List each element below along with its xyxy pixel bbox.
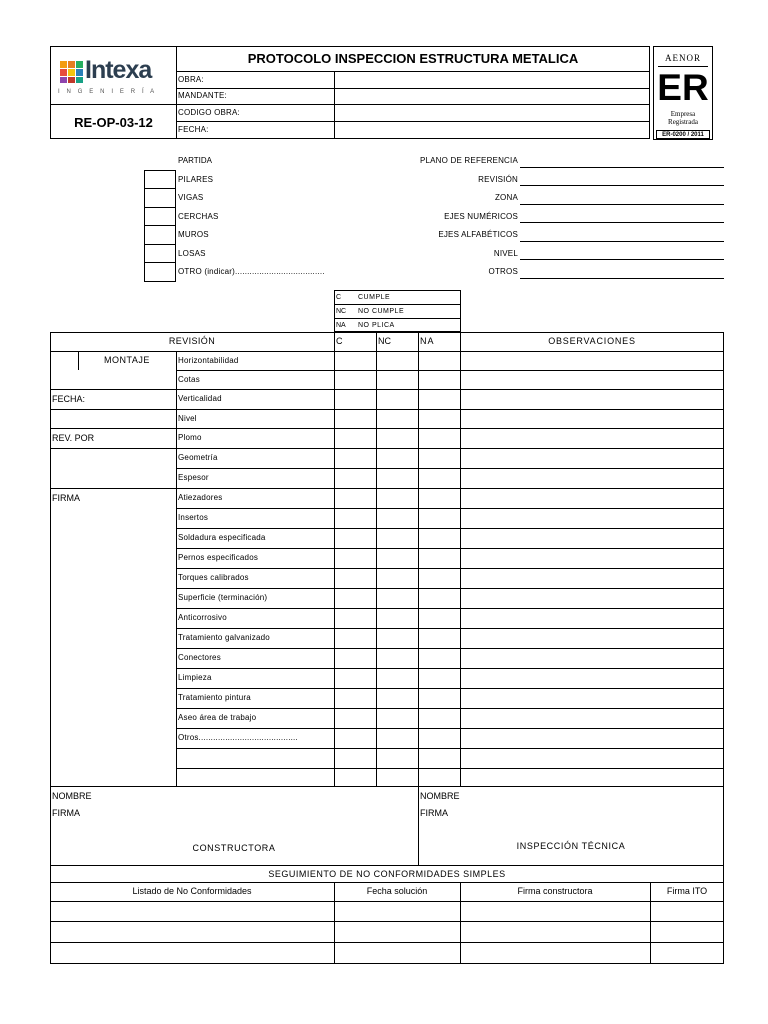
left-fecha: FECHA: — [52, 394, 86, 404]
referencia-line[interactable] — [520, 204, 724, 205]
seguimiento-row[interactable] — [51, 922, 723, 942]
revision-item: Insertos — [178, 513, 209, 522]
referencia-item: EJES ALFABÉTICOS — [438, 230, 518, 239]
field-codigo-obra-value[interactable] — [335, 105, 649, 121]
partida-item: MUROS — [178, 230, 209, 239]
revision-item: Horizontabilidad — [178, 356, 239, 365]
logo-subtitle: I N G E N I E R Í A — [58, 89, 157, 95]
left-firma: FIRMA — [52, 493, 80, 503]
header-c: C — [336, 336, 343, 346]
partida-item: OTRO (indicar)..................................... — [178, 267, 325, 276]
checkbox-muros[interactable] — [145, 226, 175, 244]
logo-brand: Intexa — [85, 56, 152, 84]
legend-label: NO CUMPLE — [358, 308, 405, 315]
referencia-item: REVISIÓN — [478, 175, 518, 184]
seguimiento-col: Firma constructora — [517, 886, 593, 896]
referencia-heading: PLANO DE REFERENCIA — [419, 156, 518, 165]
form-title: PROTOCOLO INSPECCION ESTRUCTURA METALICA — [247, 51, 579, 66]
referencia-line[interactable] — [520, 185, 724, 186]
referencia-item: NIVEL — [493, 249, 518, 258]
sig-left-label: CONSTRUCTORA — [192, 843, 276, 853]
cert-line2: Registrada — [668, 118, 698, 126]
field-fecha: FECHA: — [178, 125, 209, 134]
header-observaciones: OBSERVACIONES — [548, 336, 636, 346]
cert-line1: Empresa — [670, 110, 696, 118]
seguimiento-col: Fecha solución — [366, 886, 428, 896]
left-montaje: MONTAJE — [104, 355, 150, 365]
revision-item: Limpieza — [178, 673, 212, 682]
sig-right-label: INSPECCIÓN TÉCNICA — [516, 841, 626, 851]
sig-right-nombre: NOMBRE — [420, 791, 460, 801]
cert-er-logo-icon: ER — [657, 67, 709, 108]
revision-item: Atiezadores — [178, 493, 223, 502]
field-fecha-value[interactable] — [335, 122, 649, 138]
sig-right-firma: FIRMA — [420, 808, 448, 818]
checkbox-otro[interactable] — [145, 263, 175, 281]
seguimiento-row[interactable] — [51, 943, 723, 963]
header-nc: NC — [378, 336, 391, 346]
sig-left-firma: FIRMA — [52, 808, 80, 818]
revision-item: Torques calibrados — [178, 573, 249, 582]
revision-item: Superficie (terminación) — [178, 593, 268, 602]
sig-right-area[interactable] — [466, 788, 722, 828]
revision-item: Plomo — [178, 433, 202, 442]
revision-item: Conectores — [178, 653, 221, 662]
partida-item: VIGAS — [178, 193, 204, 202]
sig-left-nombre: NOMBRE — [52, 791, 92, 801]
checkbox-pilares[interactable] — [145, 171, 175, 188]
referencia-line[interactable] — [520, 222, 724, 223]
sig-left-area[interactable] — [98, 788, 416, 828]
checkbox-cerchas[interactable] — [145, 208, 175, 225]
revision-item: Otros......................................... — [178, 733, 298, 742]
checkbox-losas[interactable] — [145, 245, 175, 262]
cert-org: AENOR — [665, 53, 701, 63]
check-cells-na[interactable] — [419, 352, 460, 786]
cert-number: ER-0200 / 2011 — [662, 132, 704, 138]
checkbox-vigas[interactable] — [145, 189, 175, 207]
legend-label: NO PLICA — [358, 322, 395, 329]
referencia-item: EJES NUMÉRICOS — [444, 212, 518, 221]
field-obra: OBRA: — [178, 75, 204, 84]
revision-item: Tratamiento galvanizado — [178, 633, 270, 642]
seguimiento-row[interactable] — [51, 902, 723, 921]
referencia-item: ZONA — [494, 193, 518, 202]
aenor-certification — [653, 46, 713, 140]
legend-code: NC — [336, 308, 347, 315]
form-code: RE-OP-03-12 — [74, 115, 153, 130]
seguimiento-title: SEGUIMIENTO DE NO CONFORMIDADES SIMPLES — [268, 869, 506, 879]
field-mandante: MANDANTE: — [178, 91, 227, 100]
referencia-line[interactable] — [520, 167, 724, 168]
referencia-line[interactable] — [520, 278, 724, 279]
field-mandante-value[interactable] — [335, 89, 649, 104]
revision-item: Espesor — [178, 473, 209, 482]
logo-squares-icon — [60, 61, 84, 83]
partida-heading: PARTIDA — [178, 156, 212, 165]
seguimiento-col: Listado de No Conformidades — [132, 886, 252, 896]
legend-code: C — [336, 294, 342, 301]
check-cells-nc[interactable] — [377, 352, 418, 786]
revision-item: Anticorrosivo — [178, 613, 227, 622]
observaciones-cells[interactable] — [461, 352, 723, 786]
field-codigo-obra: CODIGO OBRA: — [178, 108, 240, 117]
partida-item: PILARES — [178, 175, 214, 184]
revision-item: Aseo área de trabajo — [178, 713, 257, 722]
header-na: NA — [420, 336, 435, 346]
left-rev-por: REV. POR — [52, 433, 95, 443]
check-cells-c[interactable] — [335, 352, 376, 786]
legend-label: CUMPLE — [358, 294, 391, 301]
revision-item: Soldadura especificada — [178, 533, 266, 542]
revision-item: Tratamiento pintura — [178, 693, 251, 702]
seguimiento-col: Firma ITO — [666, 886, 708, 896]
referencia-line[interactable] — [520, 241, 724, 242]
revision-item: Pernos especificados — [178, 553, 259, 562]
revision-item: Cotas — [178, 375, 200, 384]
header-revision: REVISIÓN — [168, 336, 216, 346]
referencia-item: OTROS — [488, 267, 518, 276]
partida-item: CERCHAS — [178, 212, 219, 221]
revision-item: Nivel — [178, 414, 197, 423]
field-obra-value[interactable] — [335, 72, 649, 88]
revision-item: Geometría — [178, 453, 218, 462]
partida-item: LOSAS — [178, 249, 206, 258]
referencia-line[interactable] — [520, 259, 724, 260]
revision-item: Verticalidad — [178, 394, 222, 403]
company-logo — [58, 56, 173, 98]
montaje-checkbox[interactable] — [51, 352, 78, 370]
legend-code: NA — [336, 322, 346, 329]
